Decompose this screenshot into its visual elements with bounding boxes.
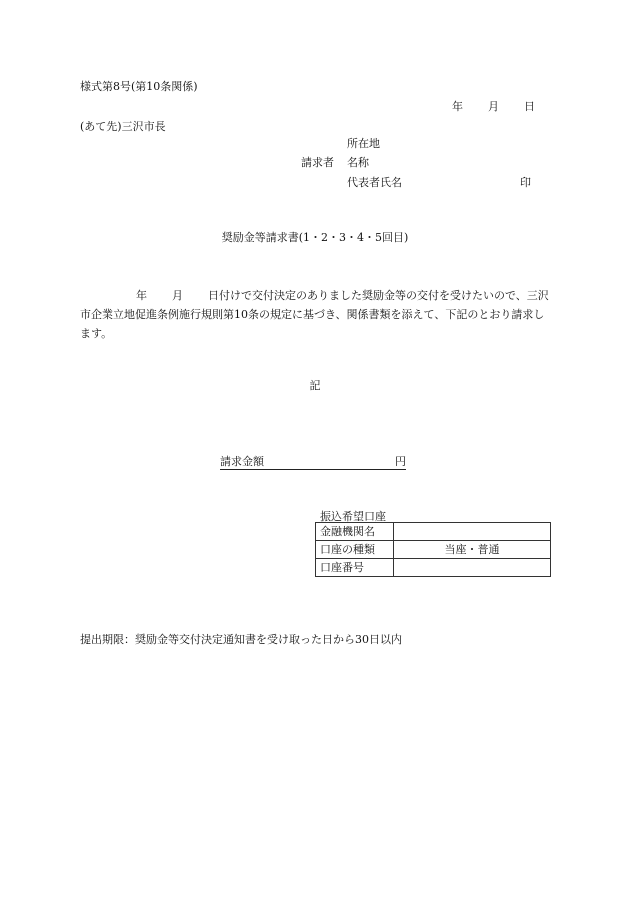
account-number-value bbox=[394, 559, 551, 577]
form-number: 様式第8号(第10条関係) bbox=[80, 80, 198, 93]
amount-line bbox=[220, 455, 406, 470]
table-row bbox=[316, 541, 551, 559]
table-row bbox=[316, 559, 551, 577]
deadline-note: 提出期限：奨励金等交付決定通知書を受け取った日から30日以内 bbox=[80, 633, 402, 646]
bank-name-label: 金融機関名 bbox=[316, 523, 394, 541]
body-paragraph bbox=[80, 286, 552, 343]
seal-mark: 印 bbox=[520, 176, 531, 189]
addressee: (あて先)三沢市長 bbox=[80, 120, 166, 133]
account-type-label: 口座の種類 bbox=[316, 541, 394, 559]
claimant-address-label: 所在地 bbox=[347, 137, 380, 150]
claimant-representative-label: 代表者氏名 bbox=[347, 176, 402, 189]
claimant-role-label: 請求者 bbox=[301, 156, 334, 169]
date-day: 日 bbox=[524, 100, 535, 113]
bank-account-table bbox=[315, 522, 551, 577]
date-year: 年 bbox=[452, 100, 463, 113]
bank-name-value bbox=[394, 523, 551, 541]
body-month: 月 bbox=[172, 289, 183, 302]
account-number-label: 口座番号 bbox=[316, 559, 394, 577]
body-year: 年 bbox=[136, 289, 147, 302]
amount-label: 請求金額 bbox=[220, 455, 264, 468]
document-title: 奨励金等請求書(1・2・3・4・5回目) bbox=[221, 231, 409, 244]
claimant-name-label: 名称 bbox=[347, 156, 369, 169]
account-type-value: 当座・普通 bbox=[394, 541, 551, 559]
ki-heading: 記 bbox=[309, 379, 321, 392]
date-month: 月 bbox=[488, 100, 499, 113]
bank-caption: 振込希望口座 bbox=[320, 510, 386, 523]
table-row bbox=[316, 523, 551, 541]
amount-unit: 円 bbox=[395, 455, 406, 468]
body-text: 日付けで交付決定のありました奨励金等の交付を受けたいので、三沢市企業立地促進条例施行規則第10条の規定に基づき、関係書類を添えて、下記のとおり請求します。 bbox=[80, 289, 549, 340]
